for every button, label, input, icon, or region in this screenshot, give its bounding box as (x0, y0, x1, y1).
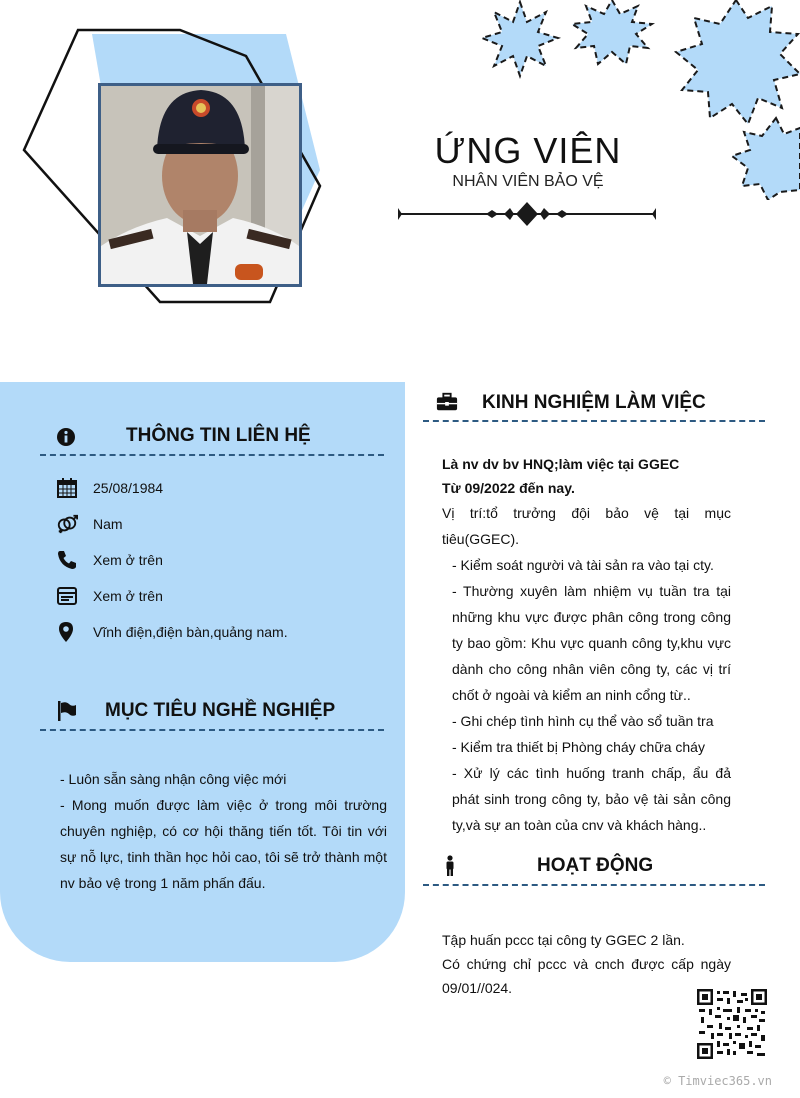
experience-text (442, 452, 731, 838)
experience-role: Vị trí:tổ trưởng đội bảo vệ tại mục tiêu(GGEC). (442, 505, 731, 547)
experience-duty: - Kiểm soát người và tài sản ra vào tại cty. (452, 557, 714, 573)
experience-divider (423, 420, 765, 422)
qr-code (697, 989, 767, 1059)
activities-text (442, 928, 731, 1000)
info-icon (55, 426, 77, 448)
email-value: Xem ở trên (93, 588, 163, 604)
flag-icon (56, 700, 78, 722)
briefcase-icon (436, 391, 458, 413)
header-divider (396, 202, 658, 226)
objective-text (60, 766, 387, 896)
contact-address (56, 621, 386, 645)
calendar-icon (56, 477, 78, 499)
experience-company: Là nv dv bv HNQ;làm việc tại GGEC (442, 456, 680, 472)
birthday-value: 25/08/1984 (93, 480, 164, 496)
address-value: Vĩnh điện,điện bàn,quảng nam. (93, 624, 288, 640)
experience-duty: - Ghi chép tình hình cụ thể vào sổ tuần tra (452, 713, 714, 729)
gender-value: Nam (93, 516, 123, 532)
profile-photo-block (20, 20, 330, 310)
experience-duty: - Thường xuyên làm nhiệm vụ tuần tra tại những khu vực được phân công trong công ty bao gồm: Khu vực quanh công ty,khu vực dành cho công nhân viên công ty, các vị trí chốt ở ngoài và kiểm an ninh cổng từ.. (452, 583, 731, 703)
footer-copyright: © Timviec365.vn (663, 1074, 772, 1088)
contact-email (56, 585, 386, 609)
candidate-name: ỨNG VIÊN (434, 130, 622, 171)
activities-line-2: Có chứng chỉ pccc và cnch được cấp ngày 09/01//024. (442, 956, 731, 996)
objective-divider (40, 729, 384, 731)
candidate-position: NHÂN VIÊN BẢO VỆ (452, 173, 604, 190)
phone-icon (56, 549, 78, 571)
activities-line-1: Tập huấn pccc tại công ty GGEC 2 lần. (442, 932, 685, 948)
objective-title: MỤC TIÊU NGHỀ NGHIỆP (105, 700, 336, 721)
objective-line-2: - Mong muốn được làm việc ở trong môi trường chuyên nghiệp, có cơ hội thăng tiến tốt. Tôi tin với sự nỗ lực, tinh thần học hỏi cao, tôi sẽ trở thành một nv bảo vệ trong 1 năm phấn đấu. (60, 797, 387, 891)
contact-title: THÔNG TIN LIÊN HỆ (126, 425, 311, 446)
experience-duty: - Kiểm tra thiết bị Phòng cháy chữa cháy (452, 739, 705, 755)
contact-gender (56, 513, 386, 537)
phone-value: Xem ở trên (93, 552, 163, 568)
activities-divider (423, 884, 765, 886)
email-icon (56, 585, 78, 607)
experience-duty: - Xử lý các tình huống tranh chấp, ẩu đả phát sinh trong công ty, bảo vệ tài sản công ty,và sự an toàn của cnv và khách hàng.. (452, 765, 731, 833)
map-pin-icon (56, 621, 78, 643)
person-portrait (101, 86, 299, 284)
activities-title: HOẠT ĐỘNG (537, 855, 654, 876)
contact-phone (56, 549, 386, 573)
contact-birthday (56, 477, 386, 501)
gender-icon (56, 513, 78, 535)
experience-title: KINH NGHIỆM LÀM VIỆC (482, 392, 706, 413)
objective-line-1: - Luôn sẵn sàng nhận công việc mới (60, 771, 287, 787)
person-icon (439, 855, 461, 877)
profile-photo (98, 83, 302, 287)
experience-period: Từ 09/2022 đến nay. (442, 480, 575, 496)
contact-divider (40, 454, 384, 456)
